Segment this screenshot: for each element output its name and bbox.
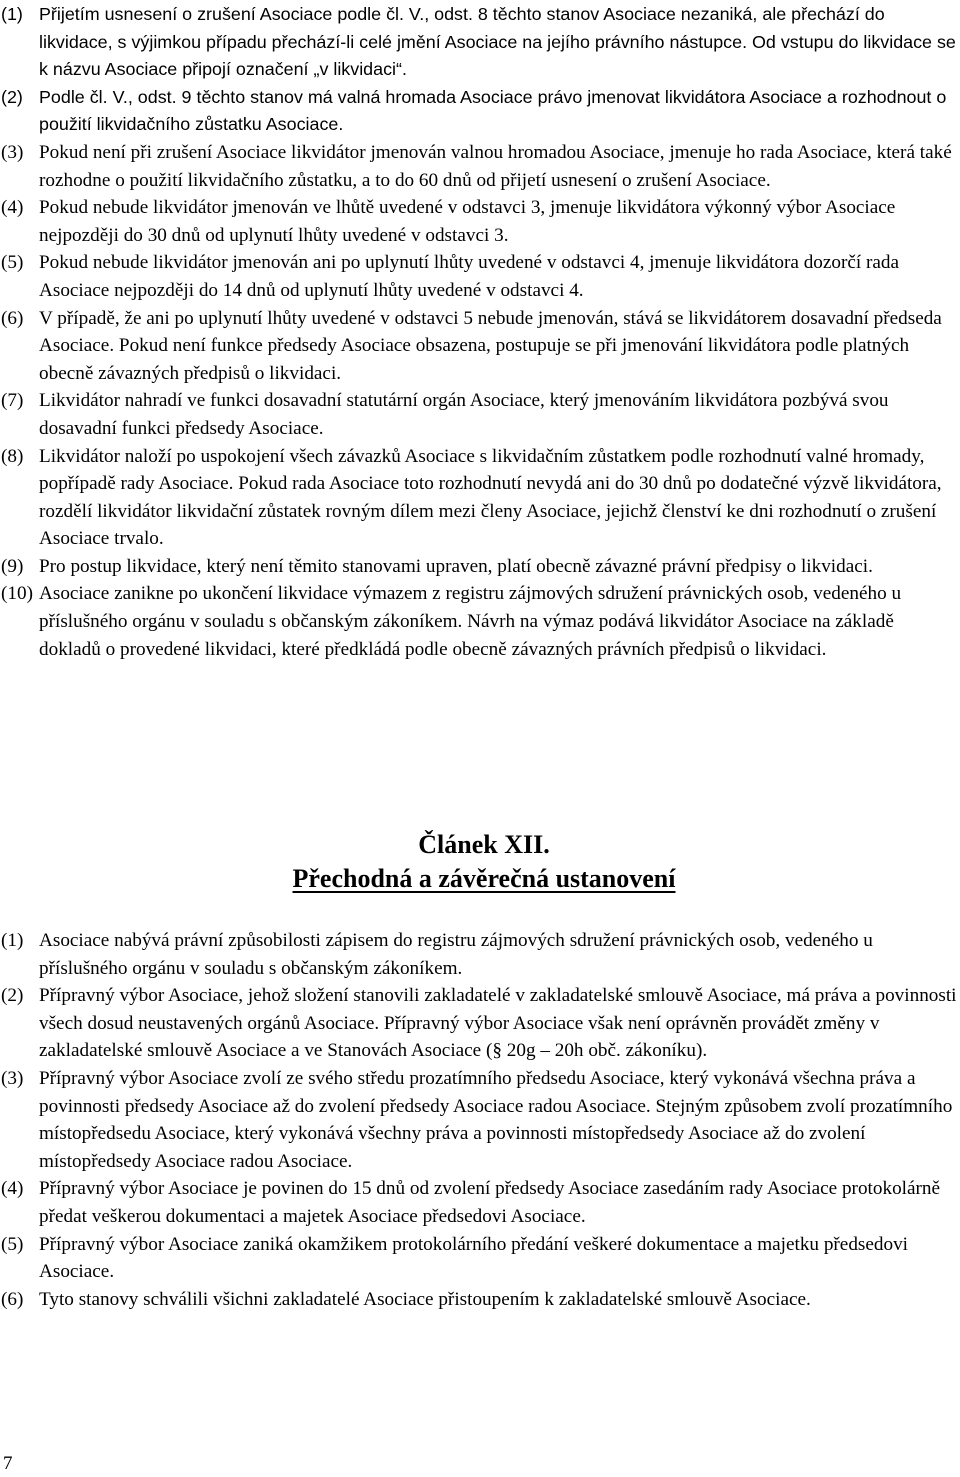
paragraph-number: (8): [1, 445, 24, 467]
transitional-provisions-section: [1, 927, 959, 1313]
provision-number: (1): [1, 930, 24, 951]
page-number: 7: [3, 1453, 13, 1474]
paragraph-text: Pokud nebude likvidátor jmenován ve lhůtě uvedené v odstavci 3, jmenuje likvidátora výkonný výbor Asociace nejpozději do 30 dnů od uplynutí lhůty uvedené v odstavci 3.: [39, 197, 896, 246]
paragraph-10: [1, 580, 959, 663]
paragraph-9: [1, 553, 959, 581]
paragraph-text: Likvidátor nahradí ve funkci dosavadní statutární orgán Asociace, který jmenováním likvidátora pozbývá svou dosavadní funkci předsedy Asociace.: [39, 390, 889, 439]
provision-2: [1, 982, 959, 1065]
paragraph-6: [1, 305, 959, 388]
provision-6: [1, 1286, 959, 1314]
provision-text: Tyto stanovy schválili všichni zakladatelé Asociace přistoupením k zakladatelské smlouvě Asociace.: [39, 1288, 811, 1310]
article-title: Přechodná a závěrečná ustanovení: [292, 864, 676, 893]
provision-text: Přípravný výbor Asociace, jehož složení stanovili zakladatelé v zakladatelské smlouvě Asociace, má práva a povinnosti všech dosud neustavených orgánů Asociace. Přípravný výbor Asociace však není oprávněn provádět změny v zakladatelské smlouvě Asociace a ve Stanovách Asociace (§ 20g – 20h obč. zákoníku).: [39, 985, 957, 1062]
paragraph-number: (2): [1, 86, 23, 107]
provision-number: (3): [1, 1067, 24, 1089]
paragraph-number: (10): [1, 583, 33, 605]
paragraph-number: (6): [1, 307, 24, 329]
paragraph-text: Pokud nebude likvidátor jmenován ani po uplynutí lhůty uvedené v odstavci 4, jmenuje likvidátora dozorčí rada Asociace nejpozději do 14 dnů od uplynutí lhůty uvedené v odstavci 4.: [39, 252, 900, 301]
paragraph-number: (7): [1, 390, 24, 412]
provision-4: [1, 1175, 959, 1230]
liquidation-section: [1, 1, 959, 663]
paragraph-text: V případě, že ani po uplynutí lhůty uvedené v odstavci 5 nebude jmenován, stává se likvidátorem dosavadní předseda Asociace. Pokud není funkce předsedy Asociace obsazena, postupuje se při jmenování likvidátora podle platných obecně závazných předpisů o likvidaci.: [39, 307, 942, 384]
provision-number: (4): [1, 1178, 24, 1200]
provision-text: Asociace nabývá právní způsobilosti zápisem do registru zájmových sdružení právnických osob, vedeného u příslušného orgánu v souladu s občanským zákoníkem.: [39, 930, 873, 979]
paragraph-1: [1, 1, 959, 84]
paragraph-text: Asociace zanikne po ukončení likvidace výmazem z registru zájmových sdružení právnických osob, vedeného u příslušného orgánu v souladu s občanským zákoníkem. Návrh na výmaz podává likvidátor Asociace na základě dokladů o provedené likvidaci, které předkládá podle obecně závazných právních předpisů o likvidaci.: [39, 583, 902, 660]
paragraph-8: [1, 443, 959, 553]
paragraph-text: Podle čl. V., odst. 9 těchto stanov má valná hromada Asociace právo jmenovat likvidátora Asociace a rozhodnout o použití likvidačního zůstatku Asociace.: [39, 86, 947, 135]
paragraph-number: (4): [1, 197, 24, 219]
provision-number: (5): [1, 1233, 24, 1255]
paragraph-text: Pokud není při zrušení Asociace likvidátor jmenován valnou hromadou Asociace, jmenuje ho rada Asociace, která také rozhodne o použití likvidačního zůstatku, a to do 60 dnů od přijetí usnesení o zrušení Asociace.: [39, 141, 952, 191]
provision-number: (6): [1, 1288, 24, 1310]
paragraph-3: [1, 139, 959, 194]
paragraph-5: [1, 249, 959, 304]
paragraph-number: (3): [1, 141, 24, 163]
paragraph-4: [1, 194, 959, 249]
article-number: Článek XII.: [418, 830, 550, 859]
provision-text: Přípravný výbor Asociace zaniká okamžikem protokolárního předání veškeré dokumentace a majetku předsedovi Asociace.: [39, 1233, 909, 1283]
paragraph-text: Pro postup likvidace, který není těmito stanovami upraven, platí obecně závazné právní předpisy o likvidaci.: [39, 555, 873, 577]
paragraph-number: (9): [1, 555, 24, 577]
provision-text: Přípravný výbor Asociace zvolí ze svého středu prozatímního předsedu Asociace, který vykonává všechna práva a povinnosti předsedy Asociace až do zvolení předsedy Asociace radou Asociace. Stejným způsobem zvolí prozatímního místopředsedu Asociace, který vykonává všechny práva a povinnosti místopředsedy Asociace až do zvolení místopředsedy Asociace radou Asociace.: [39, 1067, 953, 1172]
paragraph-7: [1, 387, 959, 442]
provision-5: [1, 1231, 959, 1286]
paragraph-text: Likvidátor naloží po uspokojení všech závazků Asociace s likvidačním zůstatkem podle rozhodnutí valné hromady, popřípadě rady Asociace. Pokud rada Asociace toto rozhodnutí nevydá ani do 30 dnů po dodatečné výzvě likvidátora, rozdělí likvidátor likvidační zůstatek rovným dílem mezi členy Asociace, jejichž členství ke dni rozhodnutí o zrušení Asociace trvalo.: [39, 445, 942, 550]
paragraph-text: Přijetím usnesení o zrušení Asociace podle čl. V., odst. 8 těchto stanov Asociace nezaniká, ale přechází do likvidace, s výjimkou případu přechází-li celé jmění Asociace na jejího právního nástupce. Od vstupu do likvidace se k názvu Asociace připojí označení „v likvidaci“.: [39, 4, 956, 80]
paragraph-number: (1): [1, 4, 23, 24]
paragraph-number: (5): [1, 252, 24, 274]
paragraph-2: [1, 84, 959, 139]
provision-3: [1, 1065, 959, 1175]
provision-1: [1, 927, 959, 982]
provision-text: Přípravný výbor Asociace je povinen do 15 dnů od zvolení předsedy Asociace zasedáním rady Asociace protokolárně předat veškerou dokumentaci a majetek Asociace předsedovi Asociace.: [39, 1178, 941, 1227]
provision-number: (2): [1, 985, 24, 1007]
